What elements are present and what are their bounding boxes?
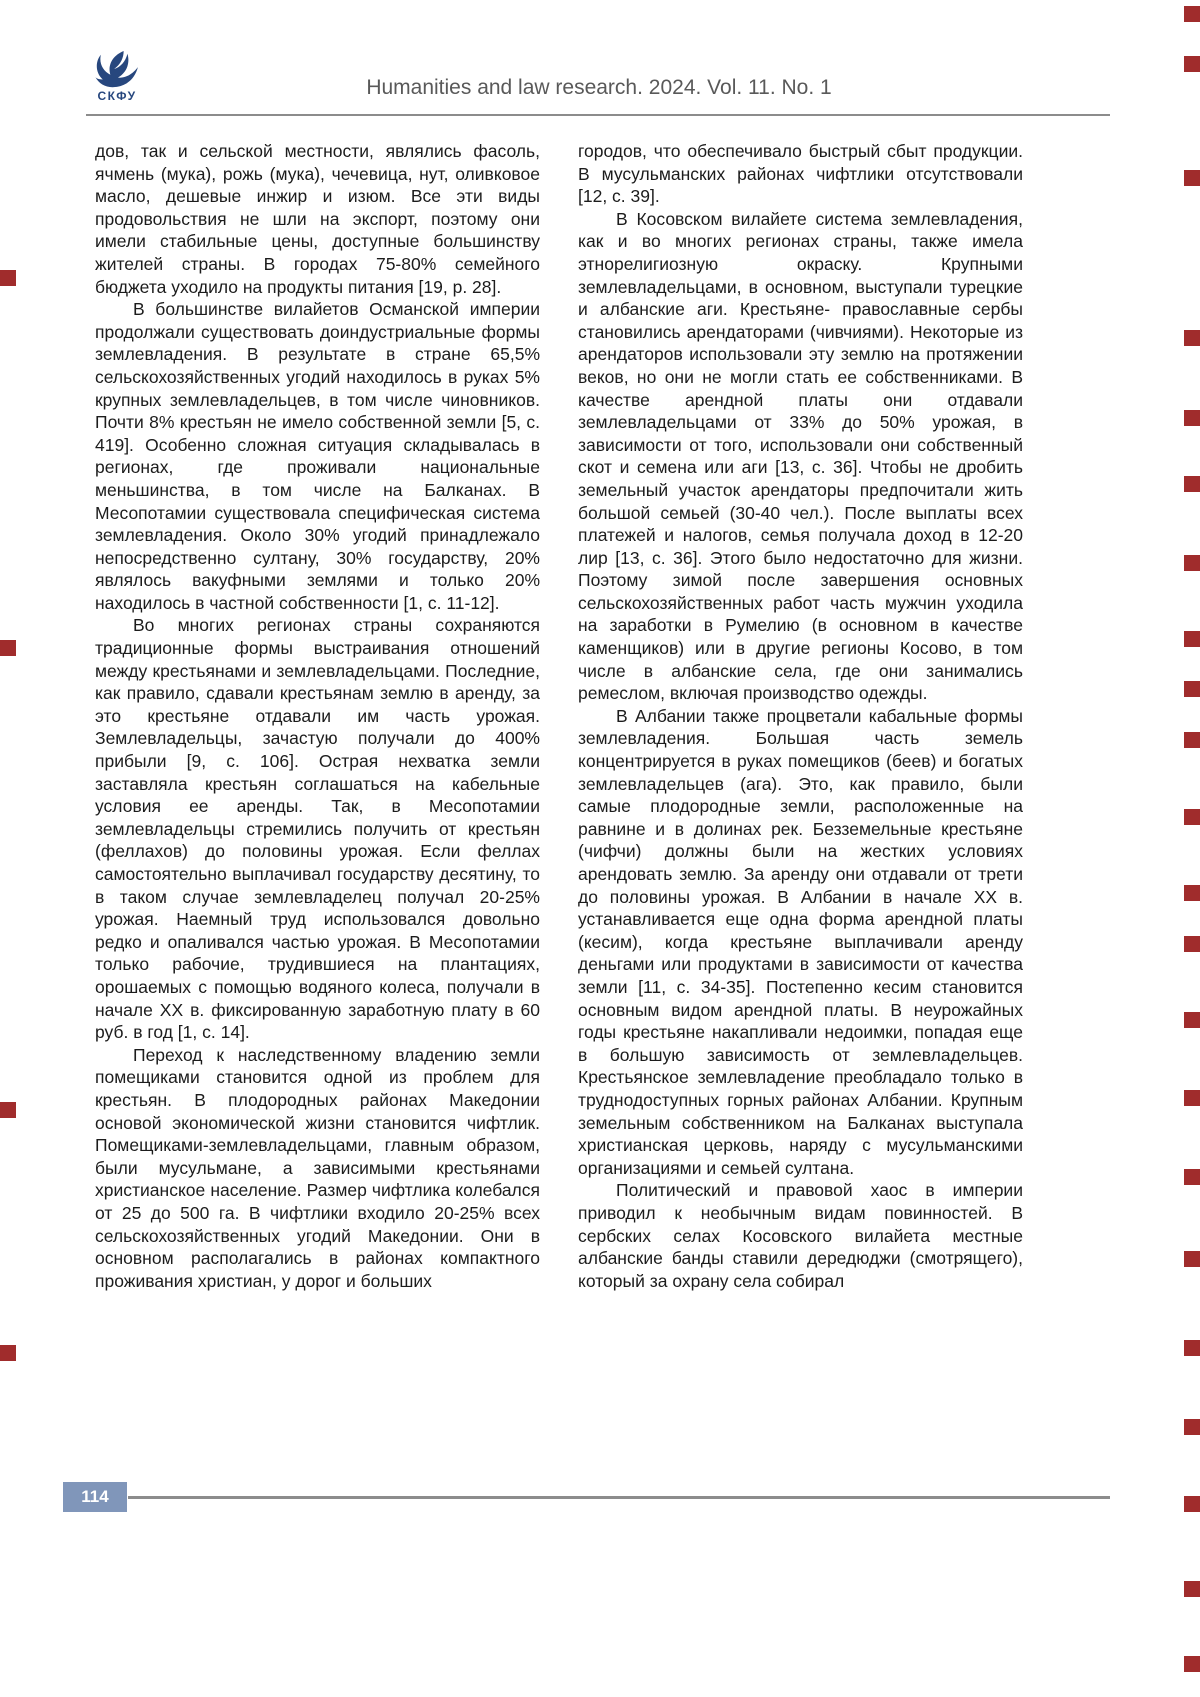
red-square-marker	[0, 1345, 16, 1361]
footer-divider	[128, 1496, 1110, 1499]
page-number-badge: 114	[63, 1482, 127, 1512]
red-square-marker	[1184, 6, 1200, 22]
red-square-marker	[1184, 732, 1200, 748]
red-square-marker	[1184, 936, 1200, 952]
red-square-marker	[1184, 170, 1200, 186]
header-divider	[86, 114, 1110, 116]
paragraph: В большинстве вилайетов Османской империи продолжали существовать доиндустриальные формы землевладения. В результате в стране 65,5% сельскохозяйственных угодий находилось в руках 5% крупных землевладельцев, в том числе чиновников. Почти 8% крестьян не имело собственной земли [5, с. 419]. Особенно сложная ситуация складывалась в регионах, где проживали национальные меньшинства, в том числе на Балканах. В Месопотамии существовала специфическая система землевладения. Около 30% угодий принадлежало непосредственно султану, 30% государству, 20% являлось вакуфными землями и только 20% находилось в частной собственности [1, с. 11-12].	[95, 299, 540, 613]
red-square-marker	[1184, 1496, 1200, 1512]
red-square-marker	[1184, 885, 1200, 901]
red-square-marker	[1184, 1090, 1200, 1106]
article-body	[95, 140, 1023, 1492]
red-square-marker	[1184, 1340, 1200, 1356]
red-square-marker	[1184, 809, 1200, 825]
red-square-marker	[1184, 631, 1200, 647]
journal-header-title: Humanities and law research. 2024. Vol. 11. No. 1	[366, 76, 832, 99]
logo-text: СКФУ	[97, 89, 137, 103]
red-square-marker	[0, 270, 16, 286]
red-square-marker	[1184, 1012, 1200, 1028]
paragraph: Во многих регионах страны сохраняются традиционные формы выстраивания отношений между крестьянами и землевладельцами. Последние, как правило, сдавали крестьянам землю в аренду, за это крестьяне отдавали им часть урожая. Землевладельцы, зачастую получали до 400% прибыли [9, с. 106]. Острая нехватка земли заставляла крестьян соглашаться на кабельные условия ее аренды. Так, в Месопотамии землевладельцы стремились получить от крестьян (феллахов) до половины урожая. Если феллах самостоятельно выплачивал государству десятину, то в таком случае землевладелец получал 20-25% урожая. Наемный труд использовался довольно редко и опаливался частью урожая. В Месопотамии только рабочие, трудившиеся на плантациях, орошаемых с помощью водяного колеса, получали в начале XX в. фиксированную заработную плату в 60 руб. в год [1, с. 14].	[95, 615, 540, 1043]
red-square-marker	[1184, 56, 1200, 72]
red-square-marker	[1184, 410, 1200, 426]
red-square-marker	[1184, 1656, 1200, 1672]
paragraph: Политический и правовой хаос в империи приводил к необычным видам повинностей. В сербских селах Косовского вилайета местные албанские банды ставили дередюджи (смотрящего), который за охрану села собирал	[578, 1180, 1023, 1291]
red-square-marker	[0, 640, 16, 656]
paragraph: дов, так и сельской местности, являлись фасоль, ячмень (мука), рожь (мука), чечевица, нут, оливковое масло, дешевые инжир и изюм. Все эти виды продовольствия не шли на экспорт, поэтому они имели стабильные цены, доступные большинству жителей страны. В городах 75-80% семейного бюджета уходило на продукты питания [19, p. 28].	[95, 141, 540, 297]
paragraph: В Косовском вилайете система землевладения, как и во многих регионах страны, также имела этнорелигиозную окраску. Крупными землевладельцами, в основном, выступали турецкие и албанские аги. Крестьяне- православные сербы становились арендаторами (чивчиями). Некоторые из арендаторов использовали эту землю на протяжении веков, но они не могли стать ее собственниками. В качестве арендной платы они отдавали землевладельцами от 33% до 50% урожая, в зависимости от того, использовали они собственный скот и семена или аги [13, с. 36]. Чтобы не дробить земельный участок арендаторы предпочитали жить большой семьей (30-40 чел.). После выплаты всех платежей и налогов, семья получала доход в 12-20 лир [13, с. 36]. Этого было недостаточно для жизни. Поэтому зимой после завершения основных сельскохозяйственных работ часть мужчин уходила на заработки в Румелию (в основном в качестве каменщиков) или в другие регионы Косово, в том числе в албанские села, где они занимались ремеслом, включая производство одежды.	[578, 208, 1023, 704]
red-square-marker	[1184, 1251, 1200, 1267]
red-square-marker	[1184, 1419, 1200, 1435]
right-column	[578, 140, 1023, 1492]
paragraph: В Албании также процветали кабальные формы землевладения. Большая часть земель концентрируется в руках помещиков (беев) и богатых землевладельцев (ага). Это, как правило, были самые плодородные земли, расположенные на равнине и в долинах рек. Безземельные крестьяне (чифчи) должны были на жестких условиях арендовать землю. За аренду они отдавали от трети до половины урожая. В Албании в начале XX в. устанавливается еще одна форма арендной платы (кесим), когда крестьяне выплачивали аренду деньгами или продуктами в зависимости от качества земли [11, с. 34-35]. Постепенно кесим становится основным видом арендной платы. В неурожайных годы крестьяне накапливали недоимки, попадая еще в большую зависимость от землевладельцев. Крестьянское землевладение преобладало только в труднодоступных горных районах Албании. Крупным земельным собственником на Балканах выступала христианская церковь, наряду с мусульманскими организациями и семьей султана.	[578, 705, 1023, 1178]
paragraph: городов, что обеспечивало быстрый сбыт продукции. В мусульманских районах чифтлики отсутствовали [12, с. 39].	[578, 141, 1023, 207]
red-square-marker	[1184, 476, 1200, 492]
red-square-marker	[1184, 555, 1200, 571]
paragraph: Переход к наследственному владению земли помещиками становится одной из проблем для крестьян. В плодородных районах Македонии основой экономической жизни становится чифтлик. Помещиками-землевладельцами, главным образом, были мусульмане, а зависимыми крестьянами христианское население. Размер чифтлика колебался от 25 до 500 га. В чифтлики входило 20-25% всех сельскохозяйственных угодий Македонии. Они в основном располагались в районах компактного проживания христиан, у дорог и больших	[95, 1044, 540, 1291]
left-column	[95, 140, 540, 1492]
red-square-marker	[1184, 1169, 1200, 1185]
red-square-marker	[0, 1102, 16, 1118]
red-square-marker	[1184, 330, 1200, 346]
red-square-marker	[1184, 1581, 1200, 1597]
red-square-marker	[1184, 681, 1200, 697]
